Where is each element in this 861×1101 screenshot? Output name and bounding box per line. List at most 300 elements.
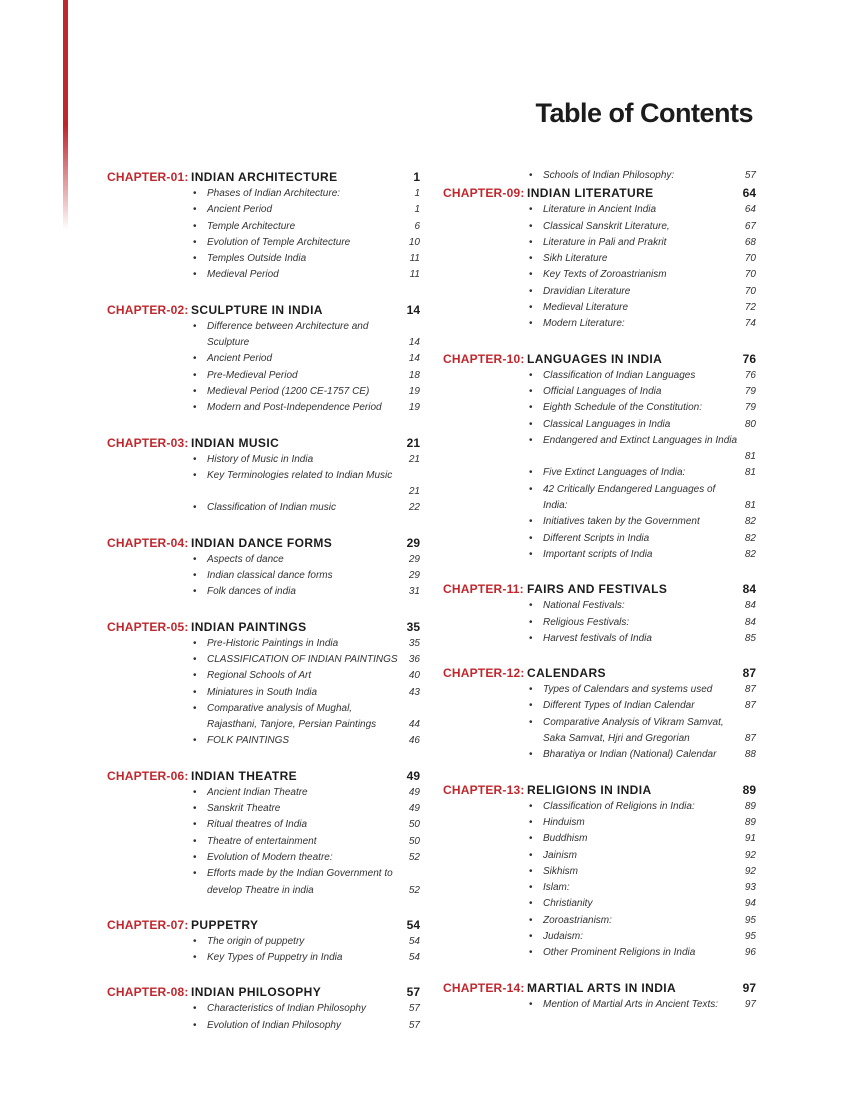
section-title: • Classical Sanskrit Literature, [543, 220, 670, 232]
section-title: • Islam: [543, 882, 570, 894]
toc-section-item[interactable] [191, 500, 420, 516]
section-page-number: 14 [408, 337, 420, 349]
section-title-row [543, 202, 756, 218]
toc-section-item[interactable] [527, 400, 756, 416]
toc-section-item[interactable] [527, 465, 756, 481]
section-page-number: 74 [744, 318, 756, 330]
section-title: • Characteristics of Indian Philosophy [207, 1003, 366, 1015]
section-page-number: 87 [744, 733, 756, 745]
toc-chapter [443, 664, 756, 763]
chapter-heading[interactable] [443, 781, 756, 799]
toc-section-item[interactable] [191, 652, 420, 668]
section-title-row [543, 615, 756, 631]
section-page-number: 89 [744, 816, 756, 828]
section-title: • Key Texts of Zoroastrianism [543, 269, 667, 281]
chapter-title: MARTIAL ARTS IN INDIA [527, 980, 677, 995]
section-title-row [207, 368, 420, 384]
section-title: • Modern Literature: [543, 318, 625, 330]
section-title: • National Festivals: [543, 600, 625, 612]
chapter-label: CHAPTER-02: [107, 302, 189, 317]
section-title-row [207, 235, 420, 251]
section-page-number: 68 [744, 236, 756, 248]
section-page-number: 19 [408, 402, 420, 414]
toc-right-column [443, 168, 756, 1030]
toc-section-item[interactable] [191, 785, 420, 801]
chapter-sections-list [107, 636, 420, 750]
section-title: • Classical Languages in India [543, 418, 671, 430]
section-title: • Literature in Ancient India [543, 204, 657, 216]
toc-section-item[interactable] [527, 482, 756, 515]
section-title: • Ancient Period [207, 353, 273, 365]
section-title: • Different Types of Indian Calendar [543, 700, 695, 712]
toc-section-item[interactable] [191, 319, 420, 352]
chapter-page-number: 57 [406, 985, 420, 1000]
toc-section-item[interactable] [191, 668, 420, 684]
section-title: • Comparative analysis of Mughal, [207, 702, 353, 714]
section-title: • Evolution of Indian Philosophy [207, 1019, 341, 1031]
section-page-number: 94 [744, 898, 756, 910]
section-page-number: 89 [744, 800, 756, 812]
section-title: • Bharatiya or Indian (National) Calendar [543, 749, 717, 761]
toc-chapter [107, 168, 420, 284]
chapter-title: INDIAN PAINTINGS [191, 619, 307, 634]
section-title: • Temple Architecture [207, 220, 296, 232]
chapter-sections-list [107, 186, 420, 284]
section-title-row [207, 883, 420, 899]
section-page-number: 87 [744, 684, 756, 696]
toc-section-item[interactable] [527, 864, 756, 880]
toc-chapter [443, 184, 756, 332]
section-title-row [207, 251, 420, 267]
section-title: • Other Prominent Religions in India [543, 947, 696, 959]
section-title-row [543, 682, 756, 698]
toc-section-item[interactable] [527, 316, 756, 332]
chapter-heading[interactable] [443, 184, 756, 202]
chapter-page-number: 21 [406, 435, 420, 450]
section-title-row [207, 267, 420, 283]
chapter-label: CHAPTER-10: [443, 351, 525, 366]
chapter-label: CHAPTER-11: [443, 582, 524, 597]
section-page-number: 11 [409, 253, 420, 265]
toc-chapter [107, 983, 420, 1034]
section-title-row [543, 864, 756, 880]
toc-section-item[interactable] [527, 202, 756, 218]
section-title: • Modern and Post-Independence Period [207, 402, 382, 414]
section-title: • Difference between Architecture and [207, 320, 369, 332]
toc-section-item[interactable] [527, 815, 756, 831]
section-page-number: 52 [408, 851, 420, 863]
toc-section-item[interactable] [527, 417, 756, 433]
toc-section-item[interactable] [527, 715, 756, 748]
toc-section-item[interactable] [527, 799, 756, 815]
section-title: • Jainism [543, 849, 577, 861]
section-title-row [207, 202, 420, 218]
section-title-row [207, 733, 420, 749]
section-page-number: 88 [744, 749, 756, 761]
chapter-page-number: 49 [406, 768, 420, 783]
chapter-heading[interactable] [443, 979, 756, 997]
section-title-row [207, 552, 420, 568]
section-page-number: 1 [414, 188, 420, 199]
section-title: • Ancient Period [207, 204, 273, 216]
chapter-label: CHAPTER-14: [443, 980, 525, 995]
chapter-label: CHAPTER-03: [107, 435, 189, 450]
chapter-sections-list [443, 598, 756, 647]
section-page-number: 80 [744, 418, 756, 430]
chapter-heading[interactable] [443, 664, 756, 682]
section-page-number: 95 [744, 930, 756, 942]
chapter-title: CALENDARS [527, 666, 606, 681]
toc-chapter [443, 350, 756, 564]
chapter-title: RELIGIONS IN INDIA [527, 782, 652, 797]
toc-chapter [107, 301, 420, 417]
toc-section-item[interactable] [527, 547, 756, 563]
section-title-row [543, 235, 756, 251]
chapter-heading[interactable] [107, 434, 420, 452]
section-title: • Temples Outside India [207, 253, 307, 265]
toc-section-item[interactable] [191, 834, 420, 850]
chapter-heading[interactable] [443, 580, 756, 598]
section-title-row [543, 799, 756, 815]
toc-chapter [107, 534, 420, 601]
chapter-title: INDIAN DANCE FORMS [191, 535, 333, 550]
chapter-sections-list [107, 1001, 420, 1034]
toc-section-item[interactable] [527, 831, 756, 847]
section-page-number: 50 [408, 819, 420, 831]
section-title: • CLASSIFICATION OF INDIAN PAINTINGS [207, 653, 398, 665]
section-title: • FOLK PAINTINGS [207, 735, 290, 747]
section-page-number: 81 [744, 451, 756, 463]
section-title: • Theatre of entertainment [207, 835, 317, 847]
toc-section-item[interactable] [191, 1018, 420, 1034]
chapter-sections-list [107, 319, 420, 417]
section-title: • Classification of Indian Languages [543, 369, 696, 381]
section-page-number: 21 [408, 453, 420, 465]
chapter-heading[interactable] [107, 534, 420, 552]
section-title: • Sanskrit Theatre [207, 803, 281, 815]
section-title-row [207, 652, 420, 668]
toc-section-item[interactable] [191, 934, 420, 950]
section-title-row [543, 465, 756, 481]
section-page-number: 1 [414, 204, 420, 216]
section-page-number: 70 [744, 269, 756, 281]
section-title-row [543, 631, 756, 647]
toc-section-item[interactable] [527, 698, 756, 714]
toc-section-item[interactable] [527, 284, 756, 300]
chapter-sections-list [107, 452, 420, 517]
section-title: • Different Scripts in India [543, 532, 650, 544]
section-title-continued: Rajasthani, Tanjore, Persian Paintings [207, 719, 377, 731]
toc-section-item[interactable] [527, 531, 756, 547]
section-title: • Dravidian Literature [543, 285, 631, 297]
toc-section-item[interactable] [527, 945, 756, 961]
toc-chapter [443, 979, 756, 1013]
section-page-number: 36 [408, 653, 420, 665]
section-page-number: 57 [408, 1019, 420, 1031]
section-title-row [543, 929, 756, 945]
section-page-number: 87 [744, 700, 756, 712]
section-title-row [543, 945, 756, 961]
toc-section-item[interactable] [527, 235, 756, 251]
section-title: • Literature in Pali and Prakrit [543, 236, 667, 248]
toc-section-item[interactable] [191, 219, 420, 235]
toc-section-item[interactable] [527, 251, 756, 267]
section-page-number: 70 [744, 285, 756, 297]
section-page-number: 14 [408, 353, 420, 365]
toc-section-item[interactable] [191, 251, 420, 267]
section-title: • Types of Calendars and systems used [543, 684, 713, 696]
section-page-number: 54 [408, 952, 420, 964]
section-page-number: 79 [744, 385, 756, 397]
chapter-sections-list [443, 997, 756, 1013]
section-page-number: 93 [744, 882, 756, 894]
chapter-heading[interactable] [107, 983, 420, 1001]
section-title: • Comparative Analysis of Vikram Samvat, [543, 716, 724, 728]
section-page-number: 96 [744, 947, 756, 959]
toc-section-item[interactable] [527, 219, 756, 235]
toc-section-item[interactable] [191, 351, 420, 367]
section-page-number: 81 [744, 500, 756, 512]
toc-section-item[interactable] [191, 1001, 420, 1017]
section-title: • Classification of Religions in India: [543, 800, 695, 812]
chapter-heading[interactable] [107, 301, 420, 319]
chapter-label: CHAPTER-07: [107, 917, 189, 932]
section-page-number: 44 [408, 719, 420, 731]
toc-section-item[interactable] [191, 400, 420, 416]
section-title-row [207, 668, 420, 684]
toc-chapter [107, 916, 420, 967]
toc-section-item[interactable] [191, 733, 420, 749]
toc-section-item[interactable] [527, 929, 756, 945]
toc-section-item[interactable] [527, 997, 756, 1013]
chapter-heading[interactable] [443, 350, 756, 368]
chapter-heading[interactable] [107, 618, 420, 636]
section-title-row [543, 300, 756, 316]
section-page-number: 35 [408, 637, 420, 649]
toc-section-item[interactable] [191, 552, 420, 568]
section-page-number: 76 [744, 369, 756, 381]
chapter-title: INDIAN PHILOSOPHY [191, 985, 322, 1000]
section-page-number: 79 [744, 402, 756, 414]
section-title: • Evolution of Temple Architecture [207, 236, 351, 248]
section-page-number: 31 [408, 586, 420, 598]
section-title-row [207, 1001, 420, 1017]
section-title-row [543, 747, 756, 763]
chapter-label: CHAPTER-13: [443, 782, 525, 797]
section-page-number: 97 [744, 998, 756, 1010]
continued-sections-list [443, 168, 756, 184]
section-page-number: 29 [408, 553, 420, 565]
section-title-row [543, 384, 756, 400]
toc-section-item[interactable] [191, 468, 420, 501]
toc-section-item[interactable] [191, 235, 420, 251]
section-page-number: 92 [744, 865, 756, 877]
toc-section-item[interactable] [527, 880, 756, 896]
section-page-number: 52 [408, 884, 420, 896]
chapter-title: INDIAN ARCHITECTURE [191, 170, 338, 184]
chapter-page-number: 97 [742, 980, 756, 995]
toc-section-item[interactable] [191, 817, 420, 833]
chapter-sections-list [443, 682, 756, 763]
section-title: • Ritual theatres of India [207, 819, 308, 831]
toc-section-item[interactable] [527, 896, 756, 912]
section-page-number: 29 [408, 570, 420, 582]
chapter-sections-list [107, 552, 420, 601]
chapter-title: LANGUAGES IN INDIA [527, 351, 663, 366]
toc-section-item[interactable] [527, 913, 756, 929]
toc-section-item[interactable] [527, 514, 756, 530]
section-page-number: 72 [744, 302, 756, 314]
section-page-number: 92 [744, 849, 756, 861]
toc-chapter [107, 618, 420, 750]
section-title-row [207, 934, 420, 950]
section-title-row [543, 168, 756, 184]
toc-section-item[interactable] [191, 636, 420, 652]
section-title-row [543, 848, 756, 864]
chapter-heading[interactable] [107, 168, 420, 186]
section-title: • Official Languages of India [543, 385, 662, 397]
section-page-number: 57 [744, 170, 756, 181]
toc-section-item[interactable] [527, 300, 756, 316]
section-title-row [543, 896, 756, 912]
toc-chapter [443, 580, 756, 647]
section-title-row [207, 219, 420, 235]
toc-section-item[interactable] [527, 168, 756, 184]
chapter-label: CHAPTER-06: [107, 768, 189, 783]
section-title-row [207, 584, 420, 600]
section-title-row [543, 514, 756, 530]
section-title-continued: Sculpture [207, 337, 250, 349]
section-title-row [543, 997, 756, 1013]
toc-section-item[interactable] [527, 267, 756, 283]
section-title-row [543, 316, 756, 332]
chapter-page-number: 1 [413, 170, 420, 184]
section-title: • History of Music in India [207, 453, 314, 465]
section-title-row [543, 831, 756, 847]
section-page-number: 84 [744, 616, 756, 628]
section-title-row [543, 267, 756, 283]
section-title: • Classification of Indian music [207, 502, 336, 514]
section-page-number: 43 [408, 686, 420, 698]
section-page-number: 84 [744, 600, 756, 612]
chapter-page-number: 14 [406, 302, 420, 317]
toc-section-item[interactable] [191, 801, 420, 817]
section-title: • Key Types of Puppetry in India [207, 952, 343, 964]
section-page-number: 91 [744, 833, 756, 845]
section-title-row [207, 817, 420, 833]
toc-section-item[interactable] [191, 186, 420, 202]
toc-section-item[interactable] [527, 682, 756, 698]
toc-section-item[interactable] [191, 368, 420, 384]
section-title-row [543, 913, 756, 929]
section-title-row [207, 186, 420, 202]
section-title-row [207, 950, 420, 966]
section-page-number: 46 [408, 735, 420, 747]
toc-section-item[interactable] [527, 848, 756, 864]
chapter-heading[interactable] [107, 916, 420, 934]
toc-section-item[interactable] [191, 452, 420, 468]
section-title-row [543, 417, 756, 433]
section-title-row [543, 400, 756, 416]
toc-section-item[interactable] [191, 568, 420, 584]
section-page-number: 22 [408, 502, 420, 514]
toc-left-column [107, 168, 420, 1051]
section-title: • Endangered and Extinct Languages in India [543, 434, 738, 446]
section-title-row [543, 368, 756, 384]
section-title: • Indian classical dance forms [207, 570, 333, 582]
section-title-continued: Saka Samvat, Hjri and Gregorian [543, 733, 690, 745]
section-title-row [207, 384, 420, 400]
toc-section-item[interactable] [191, 384, 420, 400]
chapter-label: CHAPTER-05: [107, 619, 189, 634]
section-title-row [543, 731, 756, 747]
section-title: • Important scripts of India [543, 548, 653, 560]
section-title-row [207, 785, 420, 801]
toc-section-item[interactable] [527, 384, 756, 400]
toc-section-item[interactable] [191, 850, 420, 866]
section-title-row [543, 598, 756, 614]
section-title: • Medieval Literature [543, 302, 629, 314]
section-page-number: 6 [414, 220, 420, 232]
toc-section-item[interactable] [527, 433, 756, 466]
toc-section-item[interactable] [527, 747, 756, 763]
chapter-title: INDIAN MUSIC [191, 435, 280, 450]
section-title: • Ancient Indian Theatre [207, 786, 308, 798]
chapter-sections-list [107, 785, 420, 899]
toc-chapter [443, 781, 756, 962]
section-title-continued: India: [543, 500, 568, 512]
section-title: • 42 Critically Endangered Languages of [543, 483, 716, 495]
section-title-row [207, 351, 420, 367]
toc-section-item[interactable] [527, 615, 756, 631]
toc-section-item[interactable] [527, 598, 756, 614]
section-title: • Christianity [543, 898, 593, 910]
section-title: • Aspects of dance [207, 553, 284, 565]
section-title: • Hinduism [543, 816, 585, 828]
toc-section-item[interactable] [191, 202, 420, 218]
toc-section-item[interactable] [191, 584, 420, 600]
toc-section-item[interactable] [191, 267, 420, 283]
section-title: • Schools of Indian Philosophy: [543, 170, 675, 181]
toc-section-item[interactable] [527, 631, 756, 647]
section-title-row [207, 636, 420, 652]
toc-section-item[interactable] [527, 368, 756, 384]
section-title-row [543, 815, 756, 831]
chapter-label: CHAPTER-08: [107, 985, 189, 1000]
toc-section-item[interactable] [191, 950, 420, 966]
page-title: Table of Contents [535, 98, 753, 128]
chapter-heading[interactable] [107, 767, 420, 785]
section-title: • Harvest festivals of India [543, 632, 652, 644]
toc-section-item[interactable] [191, 701, 420, 734]
section-title-row [207, 801, 420, 817]
section-title: • The origin of puppetry [207, 935, 305, 947]
section-title-row [207, 500, 420, 516]
chapter-page-number: 35 [406, 619, 420, 634]
section-title-row [543, 219, 756, 235]
section-title-continued: develop Theatre in india [207, 884, 314, 896]
toc-section-item[interactable] [191, 866, 420, 899]
section-title-row [207, 685, 420, 701]
section-title: • Mention of Martial Arts in Ancient Texts: [543, 998, 719, 1010]
toc-section-item[interactable] [191, 685, 420, 701]
section-title-row [543, 284, 756, 300]
section-page-number: 57 [408, 1003, 420, 1015]
section-page-number: 40 [408, 670, 420, 682]
section-page-number: 54 [408, 935, 420, 947]
section-page-number: 18 [408, 369, 420, 381]
section-title: • Miniatures in South India [207, 686, 318, 698]
